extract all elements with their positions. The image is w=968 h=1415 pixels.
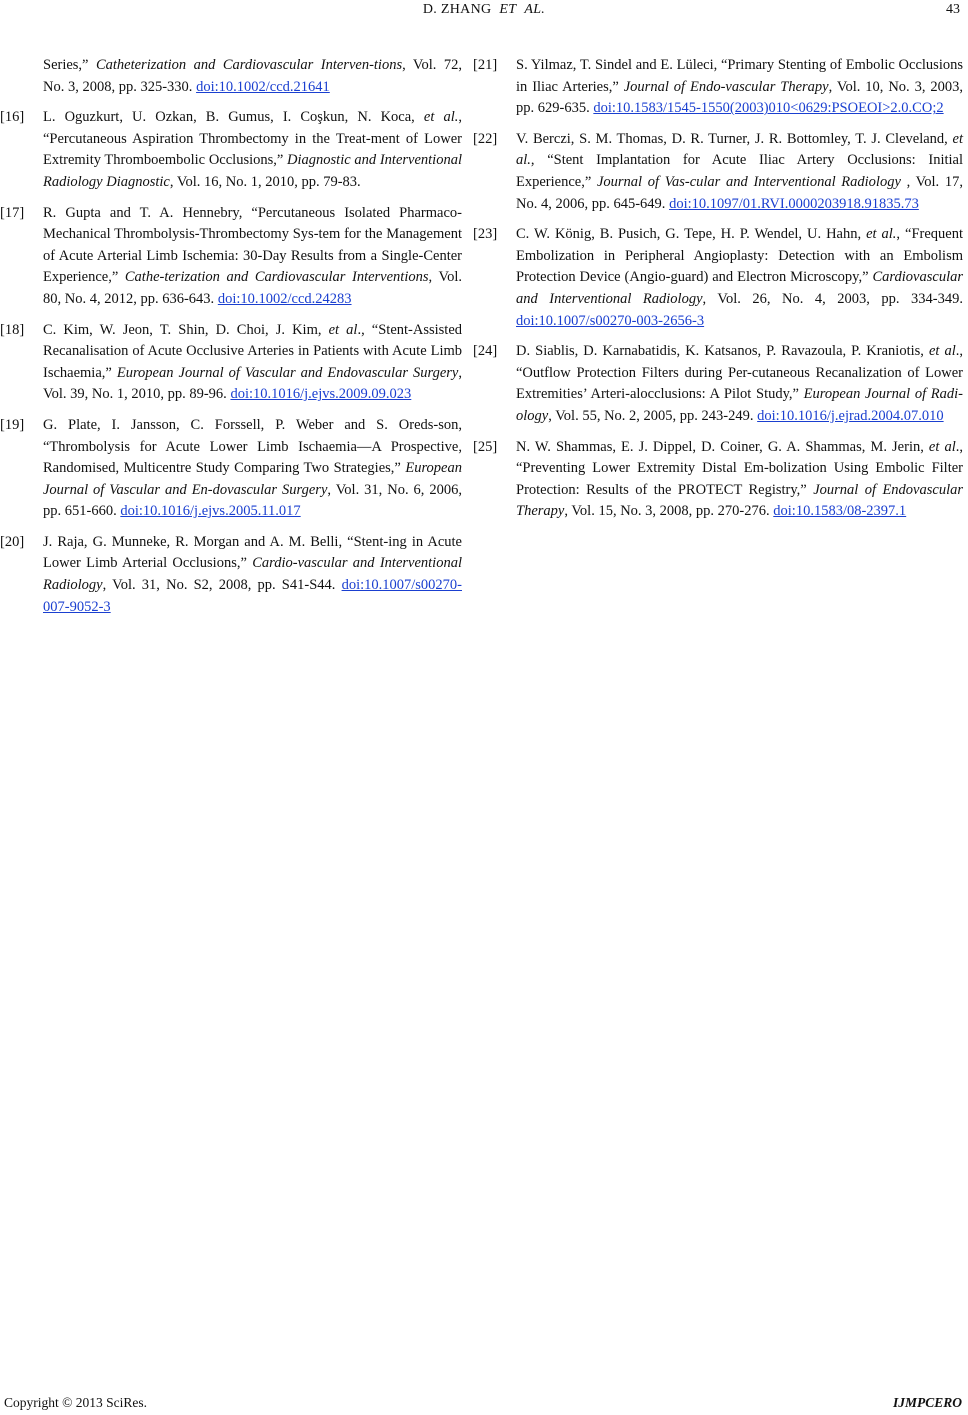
ref-authors: R. Gupta and T. A. Hennebry, “Percutaneous Isolated Pharmaco-Mechanical Thrombolysis-Thrombectomy Sys-tem for the Management of Acute Arterial Limb Ischemia: 30-Day Results from a Single-Center Experience,” xyxy=(43,204,462,286)
ref-journal: Journal of Endovascular Therapy xyxy=(516,481,963,520)
ref-details: , Vol. 17, No. 4, 2006, pp. 645-649. xyxy=(516,173,963,212)
ref-details: , Vol. 26, No. 4, 2003, pp. 334-349. xyxy=(702,290,963,307)
reference-text xyxy=(43,107,462,193)
ref-et-al: et al. xyxy=(866,226,897,243)
ref-et-al: et al. xyxy=(423,109,459,126)
ref-title: , “Stent Implantation for Acute Iliac Artery Occlusions: Initial Experience,” xyxy=(516,152,963,190)
ref-text: , Vol. 72, No. 3, 2008, pp. 325-330. xyxy=(43,57,462,95)
ref-details: , Vol. 39, No. 1, 2010, pp. 89-96. xyxy=(43,364,462,403)
ref-et-al: et al. xyxy=(516,130,963,169)
ref-details: , Vol. 55, No. 2, 2005, pp. 243-249. xyxy=(548,407,758,424)
reference-number: [19] xyxy=(0,416,25,433)
ref-title: ., “Outflow Protection Filters during Per-cutaneous Recanalization of Lower Extremities’ Arteri-alocclusions: A Pilot Study,” xyxy=(516,343,963,403)
running-head-title xyxy=(0,2,968,18)
reference-text xyxy=(43,532,462,618)
ref-journal: European Journal of Vascular and Endovascular Surgery xyxy=(116,364,459,381)
reference-entry xyxy=(0,107,462,193)
ref-authors: L. Oguzkurt, U. Ozkan, B. Gumus, I. Coşkun, N. Koca, xyxy=(43,109,424,126)
ref-journal: Journal of Endo-vascular Therapy xyxy=(623,78,829,95)
reference-entry xyxy=(473,437,963,523)
ref-details: , Vol. 80, No. 4, 2012, pp. 636-643. xyxy=(43,269,462,307)
reference-entry xyxy=(0,203,462,311)
doi-link[interactable]: doi:10.1583/08-2397.1 xyxy=(773,503,907,520)
doi-link[interactable]: doi:10.1002/ccd.24283 xyxy=(217,290,352,307)
running-head-al: AL. xyxy=(524,2,546,17)
ref-journal: European Journal of Vascular and En-dovascular Surgery xyxy=(43,460,462,498)
ref-authors: V. Berczi, S. M. Thomas, D. R. Turner, J. R. Bottomley, T. J. Cleveland, xyxy=(516,130,953,147)
ref-details: , Vol. 15, No. 3, 2008, pp. 270-276. xyxy=(564,503,774,520)
reference-number: [17] xyxy=(0,204,25,221)
reference-text xyxy=(43,320,462,406)
running-head-author: D. ZHANG xyxy=(422,2,492,17)
reference-number: [24] xyxy=(473,343,498,360)
journal-name: IJMPCERO xyxy=(892,1395,962,1410)
reference-entry xyxy=(473,55,964,120)
reference-number: [22] xyxy=(473,130,498,147)
right-column xyxy=(473,55,964,532)
doi-link[interactable]: doi:10.1097/01.RVI.0000203918.91835.73 xyxy=(669,195,919,212)
ref-authors: D. Siablis, D. Karnabatidis, K. Katsanos, P. Ravazoula, P. Kraniotis, xyxy=(516,343,929,360)
reference-continuation xyxy=(30,55,462,98)
ref-authors: G. Plate, I. Jansson, C. Forssell, P. Weber and S. Oreds-son, “Thrombolysis for Acute Lower Limb Ischaemia—A Prospective, Randomised, Multicentre Study Comparing Two Strategies,” xyxy=(43,416,462,477)
reference-text xyxy=(516,224,963,332)
doi-link[interactable]: doi:10.1016/j.ejrad.2004.07.010 xyxy=(757,407,944,424)
reference-list-right xyxy=(473,55,964,523)
ref-text: Series,” xyxy=(43,57,96,73)
reference-entry xyxy=(473,341,964,427)
ref-authors: C. Kim, W. Jeon, T. Shin, D. Choi, J. Kim, xyxy=(43,321,329,338)
ref-journal: Journal of Vas-cular and Interventional Radiology xyxy=(596,173,901,190)
reference-entry xyxy=(473,224,963,332)
doi-link[interactable]: doi:10.1007/s00270-007-9052-3 xyxy=(43,577,462,615)
reference-number: [25] xyxy=(473,438,498,455)
ref-et-al: et al xyxy=(928,438,956,455)
ref-journal: Cardio-vascular and Interventional Radiology xyxy=(43,555,462,594)
ref-title: ., “Preventing Lower Extremity Distal Em-bolization Using Embolic Filter Protection: Results of the PROTECT Registry,” xyxy=(516,438,963,498)
ref-title: ., “Stent-Assisted Recanalisation of Acute Occlusive Arteries in Patients with Acute Limb Ischaemia,” xyxy=(43,321,463,381)
ref-authors: S. Yilmaz, T. Sindel and E. Lüleci, “Primary Stenting of Embolic Occlusions in Iliac Arteries,” xyxy=(516,57,963,95)
doi-link[interactable]: doi:10.1583/1545-1550(2003)010<0629:PSOEOI>2.0.CO;2 xyxy=(593,100,944,117)
reference-entry xyxy=(0,320,463,406)
reference-text xyxy=(516,129,963,215)
ref-details: , Vol. 16, No. 1, 2010, pp. 79-83. xyxy=(169,173,361,190)
running-head xyxy=(0,0,968,28)
reference-text xyxy=(516,55,963,120)
ref-title: , “Percutaneous Aspiration Thrombectomy in the Treat-ment of Lower Extremity Thromboembolic Occlusions,” xyxy=(43,109,462,169)
doi-link[interactable]: doi:10.1002/ccd.21641 xyxy=(196,78,330,95)
reference-text xyxy=(516,437,963,523)
page-number: 43 xyxy=(946,2,960,17)
ref-authors: J. Raja, G. Munneke, R. Morgan and A. M. Belli, “Stent-ing in Acute Lower Limb Arterial Occlusions,” xyxy=(43,533,462,572)
ref-journal: Cardiovascular and Interventional Radiology xyxy=(516,269,963,307)
ref-authors: N. W. Shammas, E. J. Dippel, D. Coiner, G. A. Shammas, M. Jerin, xyxy=(516,438,929,455)
reference-entry xyxy=(0,532,462,618)
reference-number: [16] xyxy=(0,109,25,126)
reference-list-left xyxy=(0,107,463,618)
left-column xyxy=(0,55,463,627)
reference-entry xyxy=(473,129,963,215)
ref-et-al: et al xyxy=(928,343,956,360)
ref-et-al: et al xyxy=(328,321,358,338)
reference-number: [18] xyxy=(0,321,25,338)
ref-journal: Cathe-terization and Cardiovascular Interventions xyxy=(124,269,429,286)
ref-journal: European Journal of Radi-ology xyxy=(516,386,964,424)
ref-journal: Catheterization and Cardiovascular Interven-tions xyxy=(95,57,403,73)
reference-text xyxy=(43,415,462,523)
reference-entry xyxy=(0,415,462,523)
reference-number: [21] xyxy=(473,57,498,73)
reference-text xyxy=(516,341,963,427)
ref-title: , “Frequent Embolization in Peripheral Angioplasty: Detection with an Embolism Protection Device (Angio-guard) and Electron Microscopy,” xyxy=(516,226,963,286)
doi-link[interactable]: doi:10.1007/s00270-003-2656-3 xyxy=(516,312,705,329)
doi-link[interactable]: doi:10.1016/j.ejvs.2005.11.017 xyxy=(120,503,301,520)
ref-authors: C. W. König, B. Pusich, G. Tepe, H. P. Wendel, U. Hahn, xyxy=(516,226,867,243)
ref-details: , Vol. 31, No. 6, 2006, pp. 651-660. xyxy=(43,481,462,520)
running-head-et: ET xyxy=(499,2,517,17)
reference-number: [23] xyxy=(473,226,498,243)
ref-details: , Vol. 31, No. S2, 2008, pp. S41-S44. xyxy=(102,577,342,594)
doi-link[interactable]: doi:10.1016/j.ejvs.2009.09.023 xyxy=(230,386,412,403)
ref-journal: Diagnostic and Interventional Radiology Diagnostic xyxy=(43,152,462,190)
reference-text xyxy=(43,203,462,311)
ref-details: , Vol. 10, No. 3, 2003, pp. 629-635. xyxy=(516,78,964,117)
copyright-notice: Copyright © 2013 SciRes. xyxy=(4,1395,148,1410)
reference-number: [20] xyxy=(0,533,25,550)
